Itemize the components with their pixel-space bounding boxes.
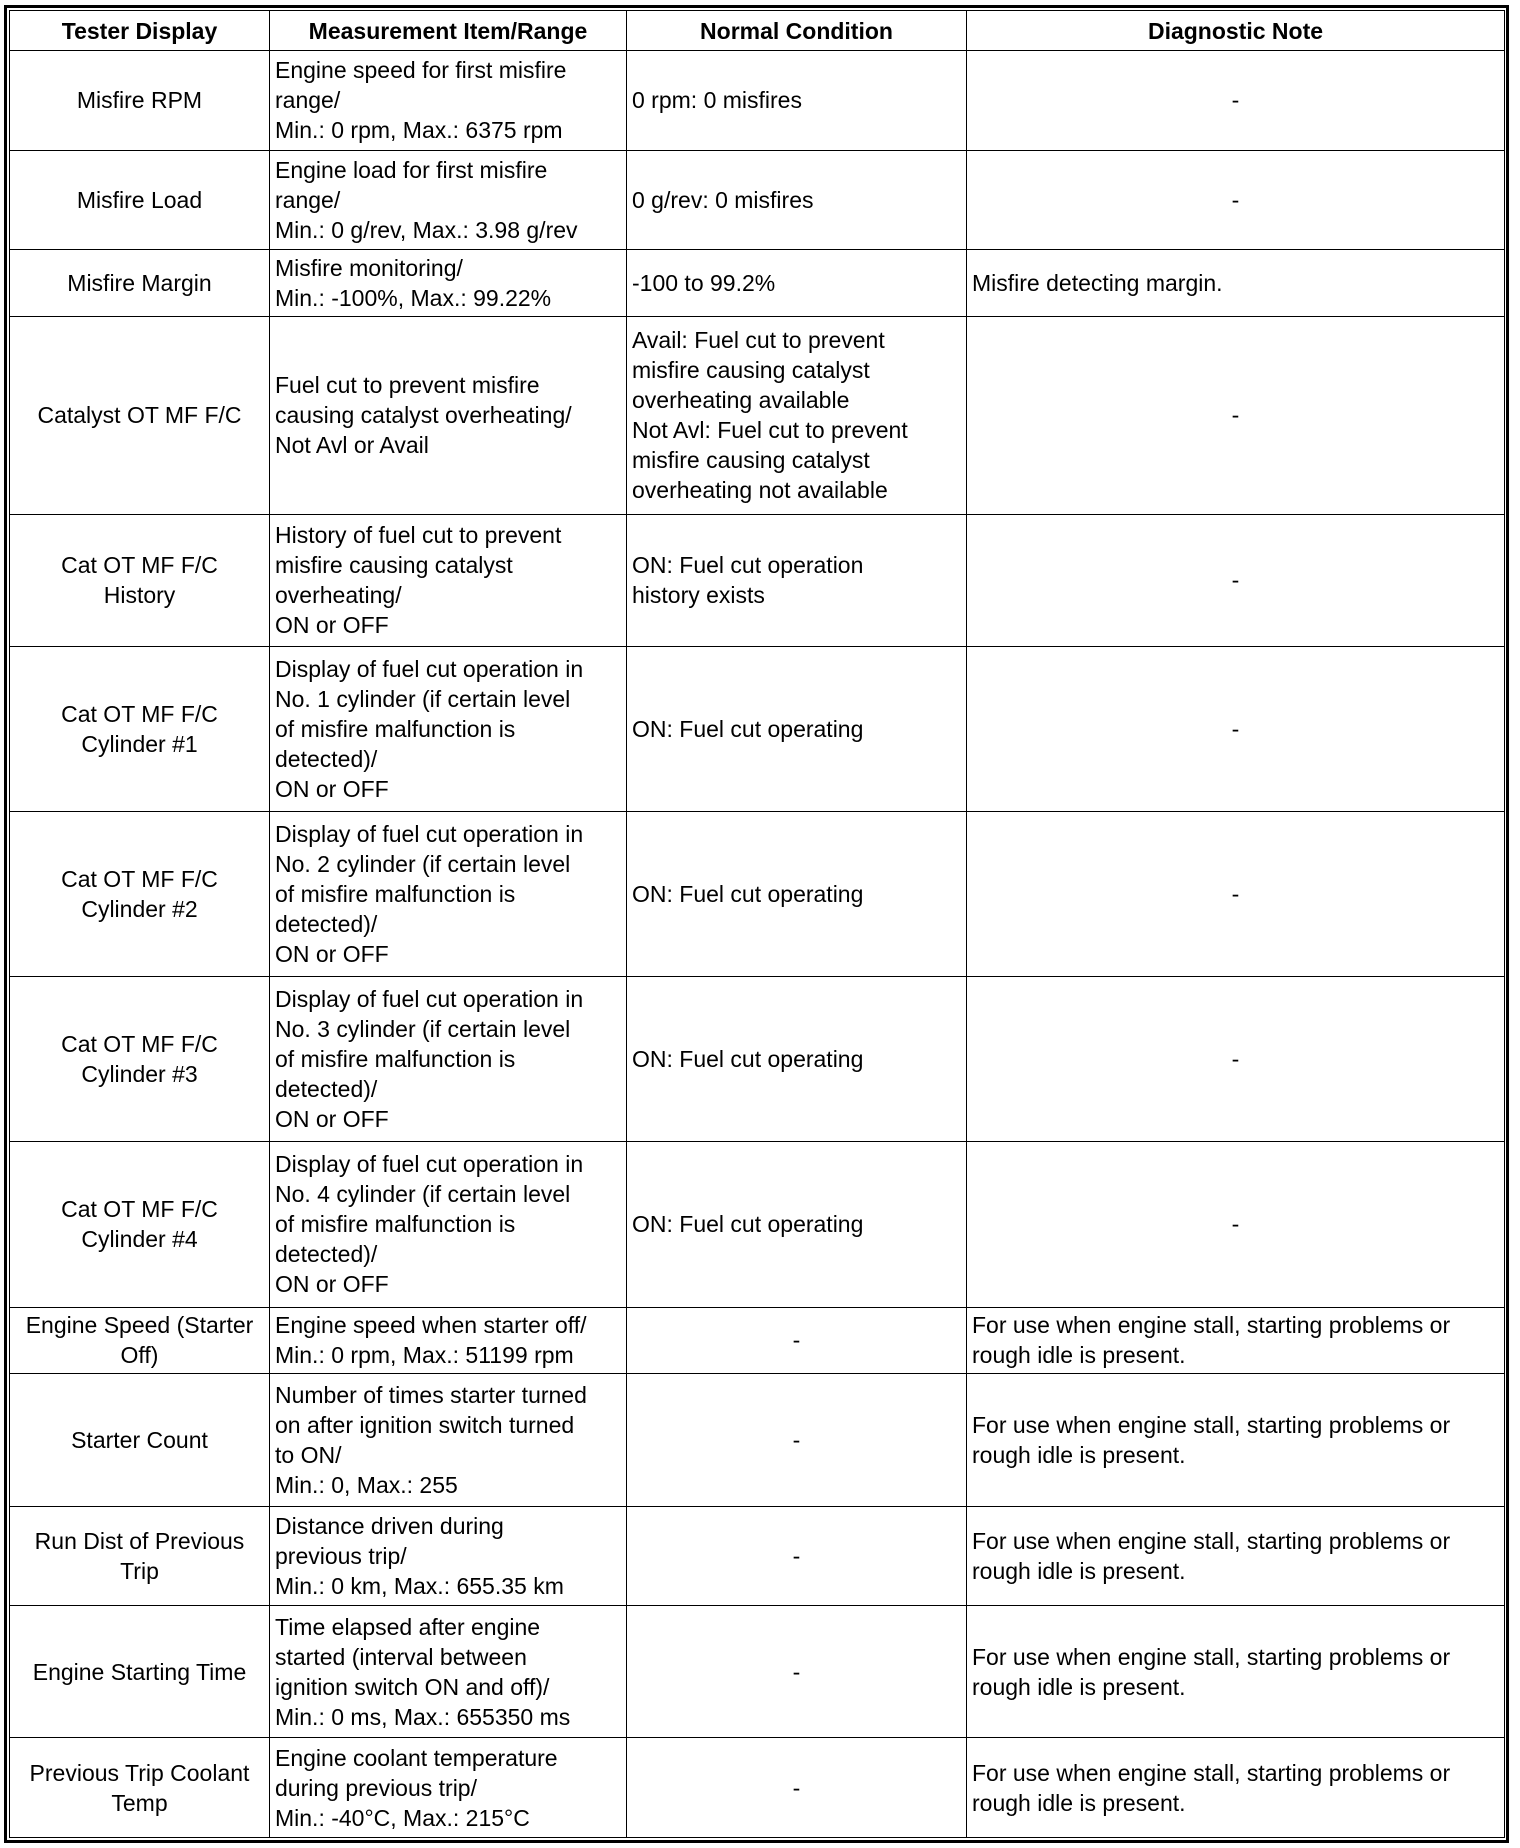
normal-condition-cell: - <box>627 1307 967 1374</box>
measurement-range-cell: Display of fuel cut operation in No. 3 cylinder (if certain level of misfire malfunction is detected)/ ON or OFF <box>270 977 627 1142</box>
diagnostic-note-cell: For use when engine stall, starting problems or rough idle is present. <box>967 1738 1505 1838</box>
table-row <box>10 647 1505 812</box>
tester-display-cell: Engine Starting Time <box>10 1606 270 1738</box>
tester-display-cell: Cat OT MF F/C Cylinder #3 <box>10 977 270 1142</box>
normal-condition-cell: - <box>627 1606 967 1738</box>
diagnostic-note-cell: - <box>967 812 1505 977</box>
tester-display-cell: Misfire RPM <box>10 51 270 151</box>
measurement-range-cell: Display of fuel cut operation in No. 1 cylinder (if certain level of misfire malfunction is detected)/ ON or OFF <box>270 647 627 812</box>
normal-condition-cell: ON: Fuel cut operating <box>627 1142 967 1307</box>
tester-display-cell: Previous Trip Coolant Temp <box>10 1738 270 1838</box>
header-row <box>10 11 1505 51</box>
table-row <box>10 1374 1505 1506</box>
diagnostic-note-cell: For use when engine stall, starting problems or rough idle is present. <box>967 1307 1505 1374</box>
measurement-range-cell: Number of times starter turned on after ignition switch turned to ON/ Min.: 0, Max.: 255 <box>270 1374 627 1506</box>
measurement-range-cell: Fuel cut to prevent misfire causing catalyst overheating/ Not Avl or Avail <box>270 316 627 514</box>
tester-display-cell: Run Dist of Previous Trip <box>10 1506 270 1606</box>
diagnostic-note-cell: Misfire detecting margin. <box>967 250 1505 317</box>
header-measurement-item: Measurement Item/Range <box>270 11 627 51</box>
diagnostic-note-cell: - <box>967 977 1505 1142</box>
table-row <box>10 812 1505 977</box>
tester-display-cell: Misfire Margin <box>10 250 270 317</box>
table-row <box>10 250 1505 317</box>
diagnostic-note-cell: - <box>967 150 1505 250</box>
measurement-range-cell: Engine load for first misfire range/ Min.: 0 g/rev, Max.: 3.98 g/rev <box>270 150 627 250</box>
diagnostic-note-cell: For use when engine stall, starting problems or rough idle is present. <box>967 1374 1505 1506</box>
table-row <box>10 1142 1505 1307</box>
table-row <box>10 1738 1505 1838</box>
table-row <box>10 316 1505 514</box>
table-row <box>10 51 1505 151</box>
diagnostic-note-cell: - <box>967 647 1505 812</box>
normal-condition-cell: - <box>627 1374 967 1506</box>
normal-condition-cell: - <box>627 1738 967 1838</box>
data-list-table <box>9 10 1505 1838</box>
diagnostic-note-cell: - <box>967 1142 1505 1307</box>
normal-condition-cell: - <box>627 1506 967 1606</box>
table-row <box>10 1506 1505 1606</box>
header-normal-condition: Normal Condition <box>627 11 967 51</box>
tester-display-cell: Cat OT MF F/C Cylinder #2 <box>10 812 270 977</box>
diagnostic-note-cell: - <box>967 514 1505 646</box>
diagnostic-note-cell: For use when engine stall, starting problems or rough idle is present. <box>967 1606 1505 1738</box>
normal-condition-cell: 0 rpm: 0 misfires <box>627 51 967 151</box>
table-row <box>10 1307 1505 1374</box>
table-row <box>10 514 1505 646</box>
tester-display-cell: Catalyst OT MF F/C <box>10 316 270 514</box>
measurement-range-cell: History of fuel cut to prevent misfire causing catalyst overheating/ ON or OFF <box>270 514 627 646</box>
document-sheet <box>4 5 1509 1843</box>
normal-condition-cell: ON: Fuel cut operating <box>627 977 967 1142</box>
header-diagnostic-note: Diagnostic Note <box>967 11 1505 51</box>
measurement-range-cell: Display of fuel cut operation in No. 2 cylinder (if certain level of misfire malfunction is detected)/ ON or OFF <box>270 812 627 977</box>
header-tester-display: Tester Display <box>10 11 270 51</box>
tester-display-cell: Cat OT MF F/C Cylinder #1 <box>10 647 270 812</box>
measurement-range-cell: Engine coolant temperature during previous trip/ Min.: -40°C, Max.: 215°C <box>270 1738 627 1838</box>
tester-display-cell: Engine Speed (Starter Off) <box>10 1307 270 1374</box>
measurement-range-cell: Misfire monitoring/ Min.: -100%, Max.: 99.22% <box>270 250 627 317</box>
tester-display-cell: Cat OT MF F/C History <box>10 514 270 646</box>
diagnostic-note-cell: - <box>967 51 1505 151</box>
table-row <box>10 977 1505 1142</box>
normal-condition-cell: -100 to 99.2% <box>627 250 967 317</box>
measurement-range-cell: Display of fuel cut operation in No. 4 cylinder (if certain level of misfire malfunction is detected)/ ON or OFF <box>270 1142 627 1307</box>
diagnostic-note-cell: - <box>967 316 1505 514</box>
diagnostic-note-cell: For use when engine stall, starting problems or rough idle is present. <box>967 1506 1505 1606</box>
normal-condition-cell: ON: Fuel cut operating <box>627 647 967 812</box>
tester-display-cell: Starter Count <box>10 1374 270 1506</box>
table-row <box>10 150 1505 250</box>
normal-condition-cell: 0 g/rev: 0 misfires <box>627 150 967 250</box>
tester-display-cell: Misfire Load <box>10 150 270 250</box>
tester-display-cell: Cat OT MF F/C Cylinder #4 <box>10 1142 270 1307</box>
normal-condition-cell: ON: Fuel cut operation history exists <box>627 514 967 646</box>
table-row <box>10 1606 1505 1738</box>
measurement-range-cell: Engine speed when starter off/ Min.: 0 rpm, Max.: 51199 rpm <box>270 1307 627 1374</box>
measurement-range-cell: Time elapsed after engine started (interval between ignition switch ON and off)/ Min.: 0 ms, Max.: 655350 ms <box>270 1606 627 1738</box>
normal-condition-cell: Avail: Fuel cut to prevent misfire causing catalyst overheating available Not Avl: Fuel cut to prevent misfire causing catalyst overheating not available <box>627 316 967 514</box>
measurement-range-cell: Engine speed for first misfire range/ Min.: 0 rpm, Max.: 6375 rpm <box>270 51 627 151</box>
normal-condition-cell: ON: Fuel cut operating <box>627 812 967 977</box>
measurement-range-cell: Distance driven during previous trip/ Min.: 0 km, Max.: 655.35 km <box>270 1506 627 1606</box>
